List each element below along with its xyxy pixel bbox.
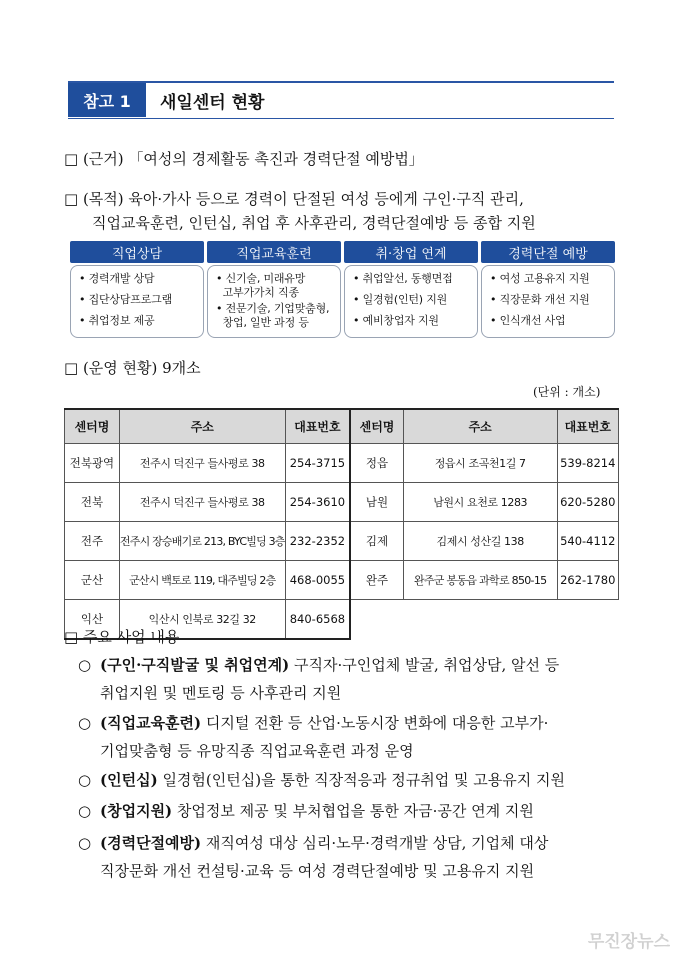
business-item-text: 일경험(인턴십)을 통한 직장적응과 정규취업 및 고용유지 지원 [157, 771, 566, 789]
table-cell: 540-4112 [557, 522, 618, 561]
service-item: • 집단상담프로그램 [79, 293, 172, 306]
service-box-employment [344, 265, 478, 338]
header-top-rule [68, 81, 614, 83]
business-item-3 [78, 766, 618, 794]
table-cell: 정읍시 조곡천1길 7 [403, 444, 557, 483]
business-item-1 [78, 651, 618, 707]
purpose-label: □ (목적) [64, 190, 124, 208]
business-item-text: 창업정보 제공 및 부처협업을 통한 자금·공간 연계 지원 [172, 802, 534, 820]
col-header-phone: 대표번호 [285, 409, 350, 444]
purpose-text-1: 육아·가사 등으로 경력이 단절된 여성 등에게 구인·구직 관리, [128, 190, 524, 208]
table-cell: 완주군 봉동읍 과학로 850-15 [403, 561, 557, 600]
section-badge: 참고 1 [68, 83, 146, 117]
basis-line [64, 148, 424, 169]
service-item: • 예비창업자 지원 [353, 314, 439, 327]
table-cell: 익산 [65, 600, 120, 640]
table-row [65, 483, 619, 522]
table-cell: 468-0055 [285, 561, 350, 600]
service-item: • 경력개발 상담 [79, 272, 155, 285]
table-cell: 539-8214 [557, 444, 618, 483]
business-item-text: 디지털 전환 등 산업·노동시장 변화에 대응한 고부가· [201, 714, 549, 732]
service-item: • 전문기술, 기업맞춤형, 창업, 일반 과정 등 [216, 302, 330, 329]
table-cell: 232-2352 [285, 522, 350, 561]
table-cell: 완주 [350, 561, 403, 600]
table-cell: 254-3715 [285, 444, 350, 483]
table-row [65, 522, 619, 561]
table-header-row [65, 409, 619, 444]
business-item-text: 재직여성 대상 심리·노무·경력개발 상담, 기업체 대상 [201, 834, 549, 852]
center-table [64, 408, 619, 640]
service-item: • 일경험(인턴) 지원 [353, 293, 448, 306]
col-header-phone: 대표번호 [557, 409, 618, 444]
purpose-line-2: 직업교육훈련, 인턴십, 취업 후 사후관리, 경력단절예방 등 종합 지원 [92, 214, 536, 232]
table-cell: 김제 [350, 522, 403, 561]
unit-note: (단위 : 개소) [533, 385, 601, 399]
table-cell: 전주시 덕진구 들사평로 38 [119, 444, 285, 483]
table-cell: 군산 [65, 561, 120, 600]
business-item-label: (직업교육훈련) [100, 714, 202, 732]
basis-text: 「여성의 경제활동 촉진과 경력단절 예방법」 [128, 150, 424, 168]
table-cell: 정읍 [350, 444, 403, 483]
business-item-label: (구인·구직발굴 및 취업연계) [100, 656, 290, 674]
bullet-circle: ○ [78, 714, 92, 732]
bullet-circle: ○ [78, 802, 92, 820]
table-cell: 전북 [65, 483, 120, 522]
table-cell: 840-6568 [285, 600, 350, 640]
business-item-label: (인턴십) [100, 771, 158, 789]
table-cell: 군산시 백토로 119, 대주빌딩 2층 [119, 561, 285, 600]
col-header-address: 주소 [403, 409, 557, 444]
business-item-4 [78, 797, 618, 825]
table-cell: 전주시 장승배기로 213, BYC빌딩 3층 [119, 522, 285, 561]
main-business-heading: □ 주요 사업 내용 [64, 628, 180, 646]
business-item-cont: 취업지원 및 멘토링 등 사후관리 지원 [100, 684, 342, 702]
service-title-training: 직업교육훈련 [207, 241, 341, 263]
table-cell: 김제시 성산길 138 [403, 522, 557, 561]
table-cell: 전주 [65, 522, 120, 561]
service-item: • 직장문화 개선 지원 [490, 293, 590, 306]
business-item-2 [78, 709, 618, 765]
service-box-training [207, 265, 341, 338]
table-cell: 254-3610 [285, 483, 350, 522]
col-header-center: 센터명 [350, 409, 403, 444]
bullet-circle: ○ [78, 656, 92, 674]
service-item: • 인식개선 사업 [490, 314, 566, 327]
watermark-logo: 무진장뉴스 [587, 932, 670, 952]
table-empty-cell [350, 600, 618, 640]
business-item-cont: 직장문화 개선 컨설팅·교육 등 여성 경력단절예방 및 고용유지 지원 [100, 862, 535, 880]
table-cell: 남원시 요천로 1283 [403, 483, 557, 522]
business-item-label: (창업지원) [100, 802, 173, 820]
bullet-circle: ○ [78, 834, 92, 852]
business-item-cont: 기업맞춤형 등 유망직종 직업교육훈련 과정 운영 [100, 742, 414, 760]
col-header-center: 센터명 [65, 409, 120, 444]
operation-heading: □ (운영 현황) 9개소 [64, 359, 201, 377]
service-item: • 신기술, 미래유망 고부가가치 직종 [216, 272, 306, 299]
basis-label: □ (근거) [64, 150, 124, 168]
table-cell: 남원 [350, 483, 403, 522]
table-cell: 620-5280 [557, 483, 618, 522]
service-item: • 여성 고용유지 지원 [490, 272, 590, 285]
table-row [65, 444, 619, 483]
table-cell: 전주시 덕진구 들사평로 38 [119, 483, 285, 522]
business-item-label: (경력단절예방) [100, 834, 202, 852]
service-title-counseling: 직업상담 [70, 241, 204, 263]
table-cell: 전북광역 [65, 444, 120, 483]
header-bottom-rule [68, 118, 614, 119]
table-row [65, 561, 619, 600]
col-header-address: 주소 [119, 409, 285, 444]
purpose-line-1 [64, 188, 524, 209]
service-box-counseling [70, 265, 204, 338]
service-title-prevention: 경력단절 예방 [481, 241, 615, 263]
service-item: • 취업알선, 동행면접 [353, 272, 453, 285]
business-item-5 [78, 829, 618, 885]
service-box-prevention [481, 265, 615, 338]
table-cell: 익산시 인북로 32길 32 [119, 600, 285, 640]
bullet-circle: ○ [78, 771, 92, 789]
page-title: 새일센터 현황 [160, 93, 265, 113]
business-item-text: 구직자·구인업체 발굴, 취업상담, 알선 등 [289, 656, 560, 674]
service-item: • 취업정보 제공 [79, 314, 155, 327]
service-title-employment: 취·창업 연계 [344, 241, 478, 263]
table-cell: 262-1780 [557, 561, 618, 600]
